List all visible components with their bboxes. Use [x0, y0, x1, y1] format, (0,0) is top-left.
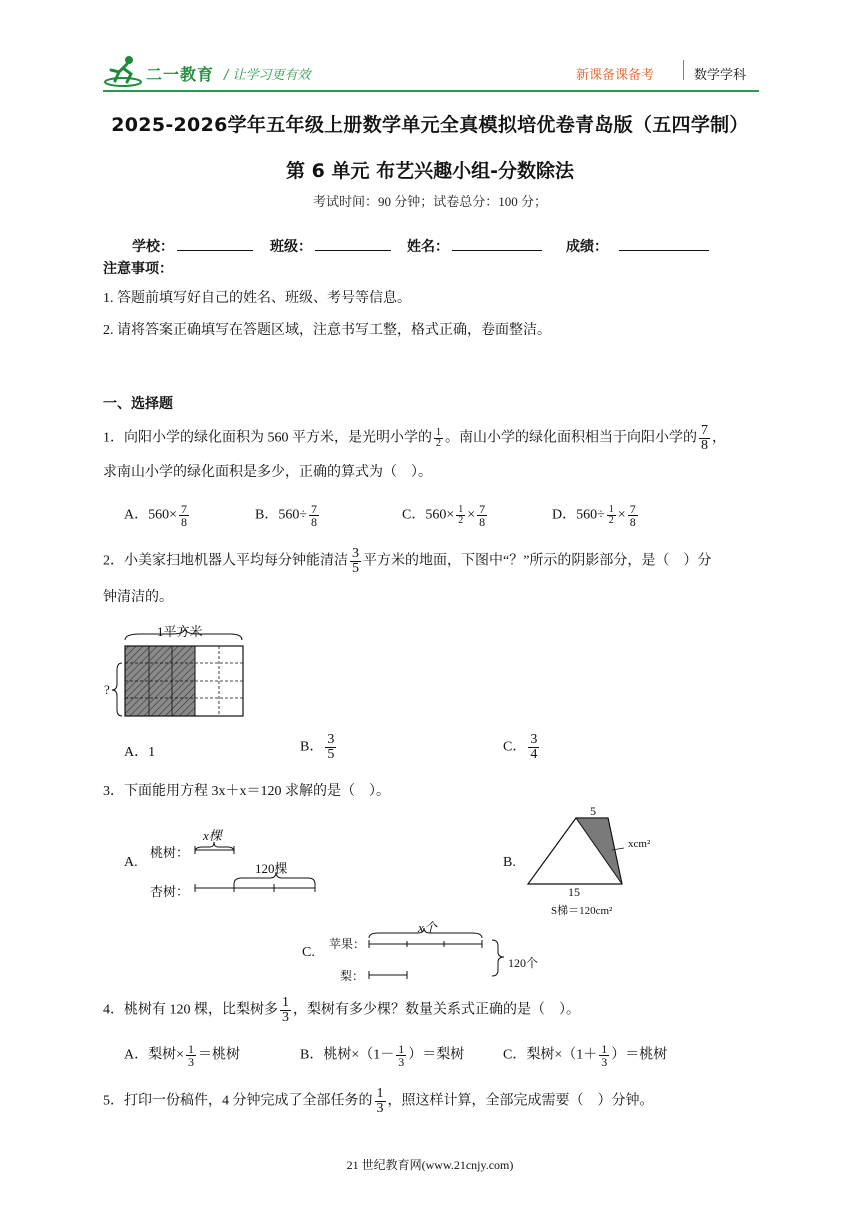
q1-option-b[interactable]: B．560÷ $\frac{7}{8}$ — [255, 502, 318, 529]
q3a-count-label: 120棵 — [255, 861, 288, 876]
q3c-apple-label: 苹果： — [329, 937, 366, 951]
header-rule — [103, 90, 759, 92]
q1-line2: 求南山小学的绿化面积是多少，正确的算式为（ ）。 — [103, 465, 432, 480]
q2-diagram-label: 1平方米 — [157, 624, 203, 639]
question-5: 5．打印一份稿件，4 分钟完成了全部任务的 $\frac{1}{3}$ ，照这样计算，全部完成需要（ ）分钟。 — [103, 1086, 654, 1116]
header-subject: 数学学科 — [694, 68, 747, 83]
q2-question-mark: ? — [104, 682, 110, 697]
note-item: 1. 答题前填写好自己的姓名、班级、考号等信息。 — [103, 291, 411, 306]
exam-info: 考试时间：90 分钟；试卷总分：100 分； — [312, 194, 547, 209]
q1-option-d[interactable]: D．560÷ $\frac{1}{2}$ × $\frac{7}{8}$ — [552, 502, 636, 529]
q3a-x-label: x棵 — [203, 828, 222, 843]
side-brace — [112, 663, 122, 716]
score-label: 成绩： — [566, 239, 608, 255]
q1-option-c[interactable]: C．560× $\frac{1}{2}$ × $\frac{7}{8}$ — [402, 502, 486, 529]
name-field[interactable] — [452, 250, 542, 251]
q3b-trapezoid — [524, 812, 664, 888]
note-item: 2. 请将答案正确填写在答题区域，注意书写工整，格式正确，卷面整洁。 — [103, 323, 551, 338]
fraction: $\frac{3}{5}$ — [352, 546, 359, 576]
header-separator — [683, 60, 684, 80]
fraction: $\frac{1}{2}$ — [436, 427, 441, 449]
logo-icon — [103, 54, 145, 88]
header-course-text: 新课备课备考 — [576, 68, 655, 83]
q2-option-b[interactable]: B． $\frac{3}{5}$ — [300, 732, 335, 762]
q3b-bottom-length: 15 — [568, 885, 580, 899]
q3-option-a-label[interactable]: A. — [124, 855, 138, 870]
school-field[interactable] — [177, 250, 253, 251]
school-label: 学校： — [132, 239, 174, 255]
notes-title: 注意事项： — [103, 261, 173, 277]
q3c-bar-diagram — [364, 926, 508, 984]
q2-line2: 钟清洁的。 — [103, 590, 173, 605]
fraction: $\frac{1}{3}$ — [376, 1086, 384, 1116]
question-2: 2．小美家扫地机器人平均每分钟能清洁 $\frac{3}{5}$ 平方米的地面，下图中“？”所示的阴影部分，是（ ）分 — [103, 546, 712, 576]
section-title: 一、选择题 — [103, 396, 173, 412]
question-4: 4．桃树有 120 棵，比梨树多 $\frac{1}{3}$ ，梨树有多少棵？数量关系式正确的是（ ）。 — [103, 995, 580, 1025]
q3c-pear-label: 梨： — [340, 969, 365, 983]
score-field[interactable] — [619, 250, 709, 251]
q3a-bar-diagram — [190, 838, 325, 898]
class-label: 班级： — [270, 239, 312, 255]
q3a-apricot-label: 杏树： — [150, 884, 190, 899]
q1-text: 。南山小学的绿化面积相当于向阳小学的 — [445, 430, 697, 446]
q3b-top-length: 5 — [590, 804, 596, 818]
q3c-total-label: 120个 — [508, 956, 539, 970]
question-1: 1．向阳小学的绿化面积为 560 平方米，是光明小学的 $\frac{1}{2}$ 。南山小学的绿化面积相当于向阳小学的 $\frac{7}{8}$ ， — [103, 423, 726, 453]
q3a-peach-label: 桃树： — [150, 845, 190, 860]
class-field[interactable] — [315, 250, 391, 251]
q3-option-c-label[interactable]: C. — [302, 945, 315, 960]
q2-option-c[interactable]: C． $\frac{3}{4}$ — [503, 732, 538, 762]
fraction: $\frac{7}{8}$ — [701, 423, 708, 453]
paper-title: 2025-2026学年五年级上册数学单元全真模拟培优卷青岛版（五四学制） — [111, 114, 749, 136]
q1-text: 1．向阳小学的绿化面积为 560 平方米，是光明小学的 — [103, 430, 432, 446]
q4-option-b[interactable]: B．桃树×（1－ $\frac{1}{3}$ ）＝梨树 — [300, 1042, 465, 1069]
q2-option-a[interactable]: A．1 — [124, 745, 156, 760]
q3-option-b-label[interactable]: B. — [503, 855, 516, 870]
q3c-x-label: x个 — [418, 920, 437, 935]
logo-text: 二一教育 — [146, 65, 215, 84]
q4-option-a[interactable]: A．梨树× $\frac{1}{3}$ ＝桃树 — [124, 1042, 241, 1069]
q3b-side-label: xcm² — [628, 838, 651, 850]
q1-option-a[interactable]: A．560× $\frac{7}{8}$ — [124, 502, 188, 529]
q3b-area-label: S梯＝120cm² — [551, 905, 613, 917]
page-footer: 21 世纪教育网(www.21cnjy.com) — [346, 1158, 514, 1172]
question-3: 3．下面能用方程 3x＋x＝120 求解的是（ ）。 — [103, 784, 390, 799]
name-label: 姓名： — [407, 239, 449, 255]
fraction: $\frac{1}{3}$ — [282, 995, 289, 1025]
unit-title: 第 6 单元 布艺兴趣小组-分数除法 — [286, 160, 574, 182]
slogan: / 让学习更有效 — [224, 68, 311, 83]
q4-option-c[interactable]: C．梨树×（1＋ $\frac{1}{3}$ ）＝桃树 — [503, 1042, 668, 1069]
